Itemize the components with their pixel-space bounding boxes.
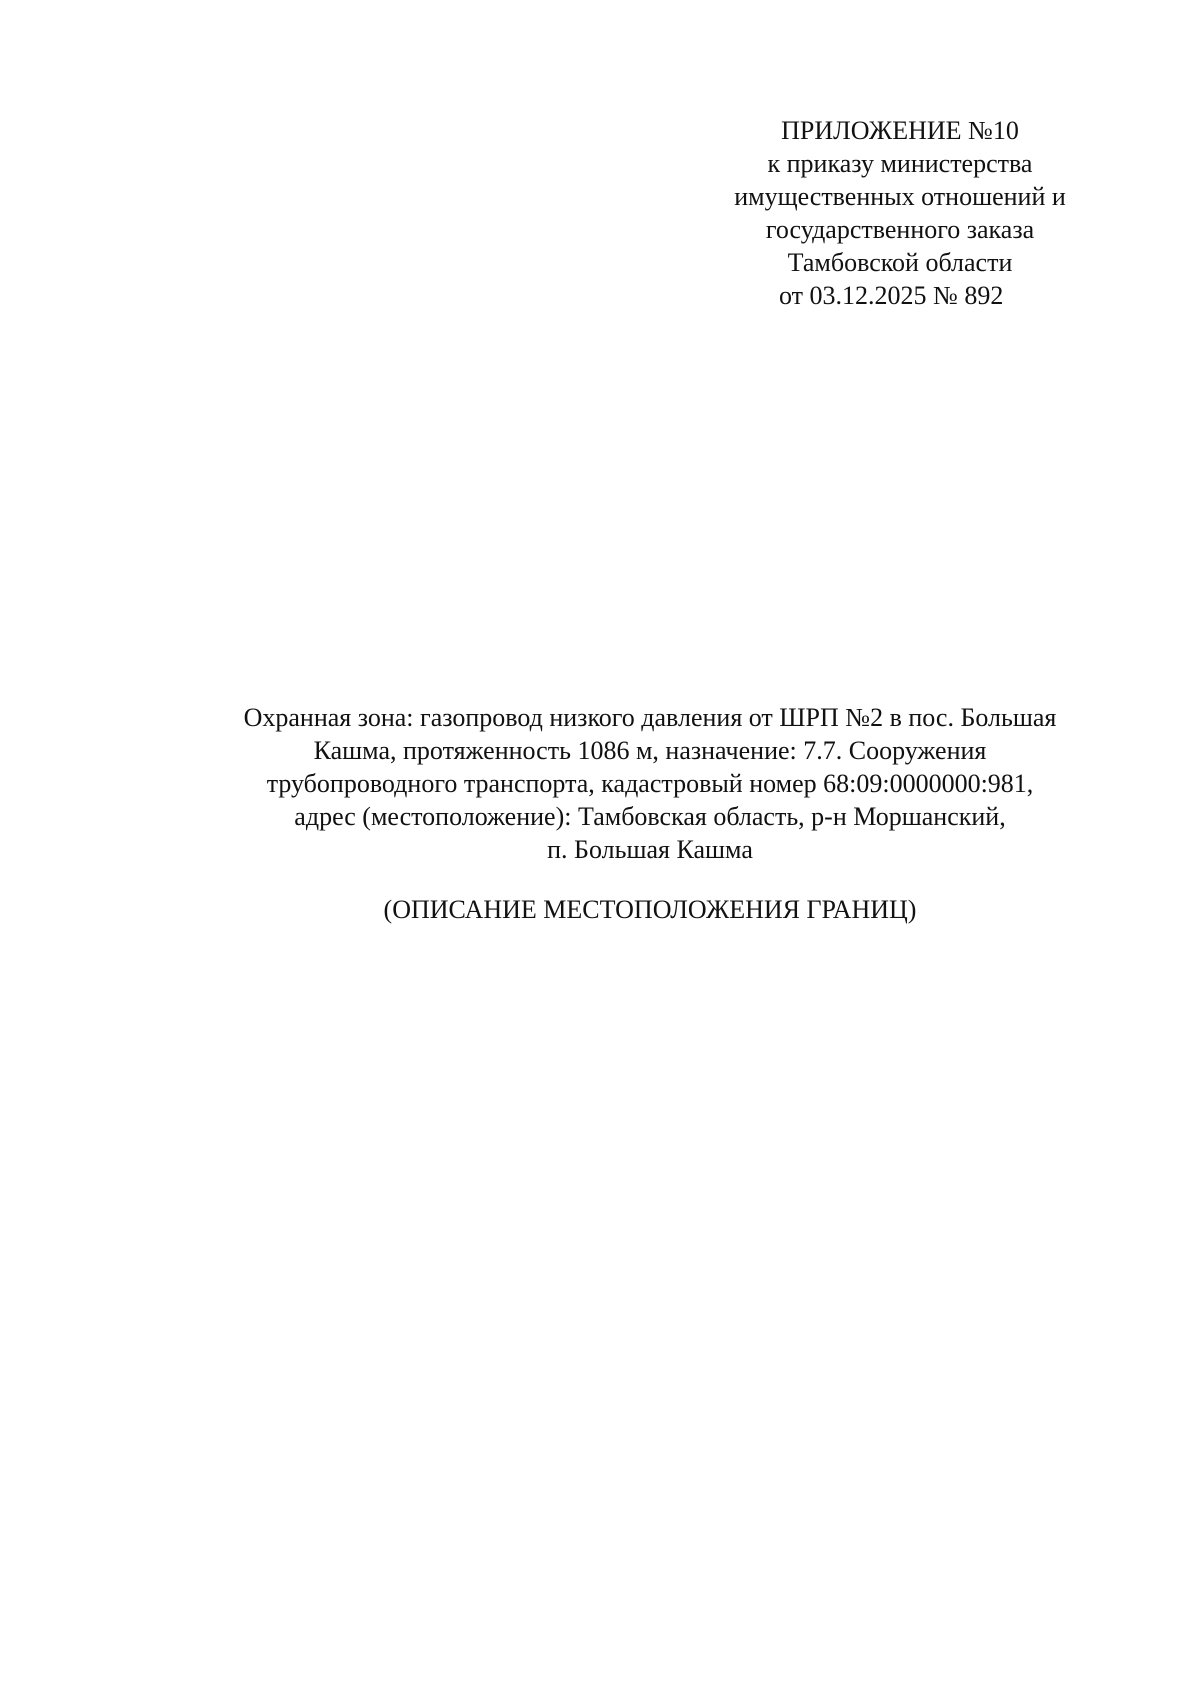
appendix-header-line: имущественных отношений и bbox=[734, 182, 1066, 211]
order-date-number: от 03.12.2025 № 892 bbox=[779, 281, 1004, 310]
description-line: трубопроводного транспорта, кадастровый номер 68:09:0000000:981, bbox=[266, 769, 1034, 798]
appendix-header-line: государственного заказа bbox=[765, 215, 1035, 244]
description-line: п. Большая Кашма bbox=[547, 835, 753, 864]
description-line: адрес (местоположение): Тамбовская область, р-н Моршанский, bbox=[294, 802, 1006, 831]
description-line: Кашма, протяженность 1086 м, назначение: 7.7. Сооружения bbox=[313, 736, 987, 765]
description-line: Охранная зона: газопровод низкого давления от ШРП №2 в пос. Большая bbox=[243, 703, 1057, 732]
appendix-header-line: к приказу министерства bbox=[767, 149, 1033, 178]
section-title: (ОПИСАНИЕ МЕСТОПОЛОЖЕНИЯ ГРАНИЦ) bbox=[383, 895, 917, 924]
protection-zone-description bbox=[120, 701, 1180, 866]
appendix-header-line: Тамбовской области bbox=[787, 248, 1013, 277]
appendix-header bbox=[700, 114, 1100, 312]
appendix-title: ПРИЛОЖЕНИЕ №10 bbox=[781, 116, 1019, 145]
